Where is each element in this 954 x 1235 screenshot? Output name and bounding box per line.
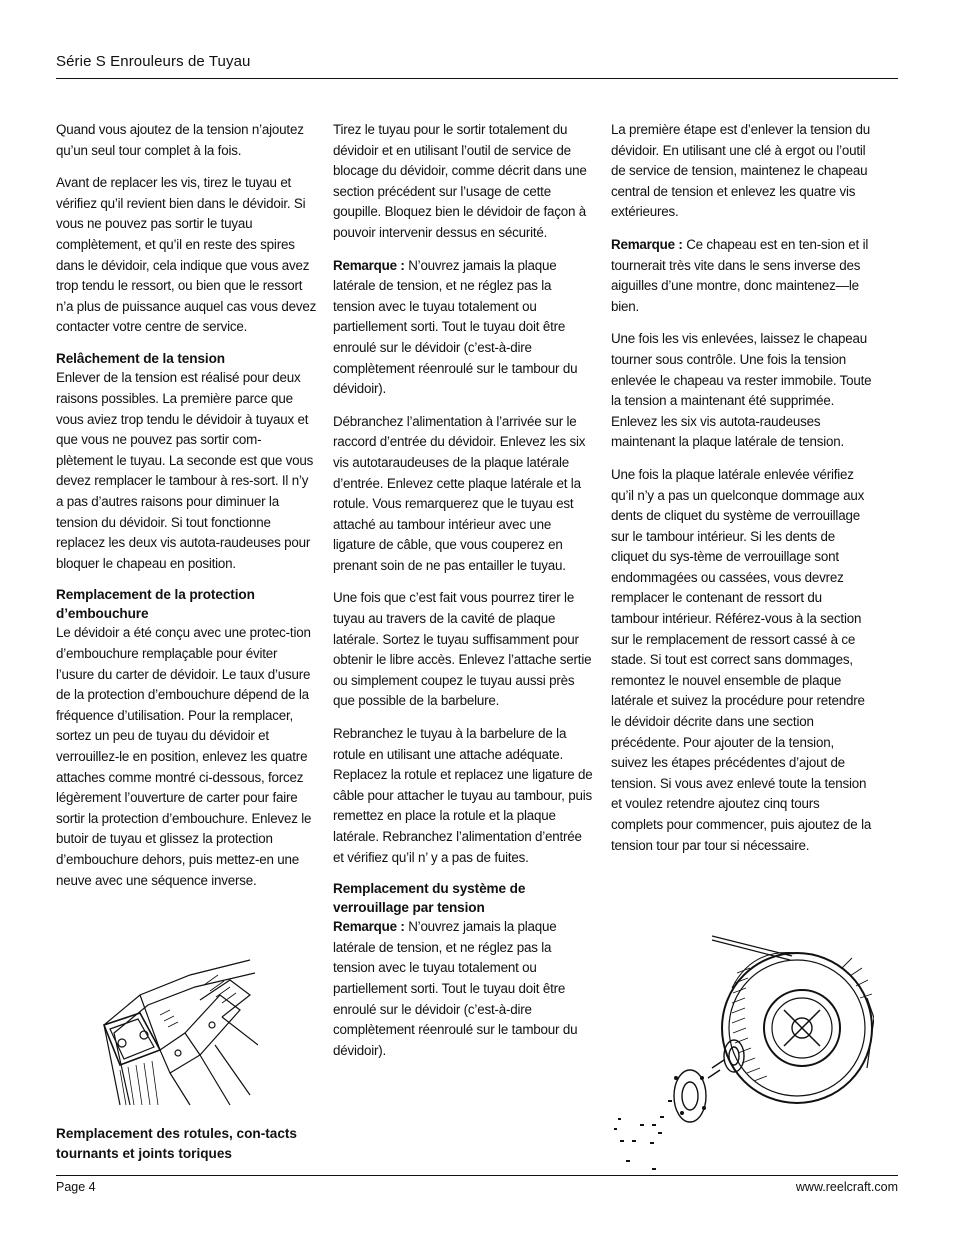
- paragraph: Tirez le tuyau pour le sortir totalement du dévidoir et en utilisant l’outil de service de blocage du dévidoir, comme décrit dans une section précédent sur l’usage de cette goupille. Bloquez bien le dévidoir de façon à pouvoir intervenir dessus en sécurité.: [333, 122, 587, 240]
- section-tension-release: [56, 350, 318, 574]
- column-3: [611, 120, 873, 868]
- remark-text: Ce chapeau est en ten-sion et il tournerait très vite dans le sens inverse des aiguilles d’une montre, donc maintenez—le bien.: [611, 236, 869, 314]
- paragraph: Rebranchez le tuyau à la barbelure de la rotule en utilisant une attache adéquate. Replacez la rotule et replacez une ligature de câble pour attacher le tuyau au tambour, puis remettez en place la rotule et la plaque latérale. Rebranchez l’alimentation d’entrée et vérifiez qu’il n’ y a pas de fuites.: [333, 726, 593, 865]
- section-lock-replacement: [333, 880, 595, 1061]
- remark-text: N’ouvrez jamais la plaque latérale de tension, et ne réglez pas la tension avec le tuyau totalement ou partiellement sorti. Tout le tuyau doit être enroulé sur le dévidoir (c’est-à-dire complètement réenroulé sur le tambour du dévidoir).: [333, 257, 578, 397]
- paragraph: Enlever de la tension est réalisé pour deux raisons possibles. La première parce que vous aviez trop tendu le dévidoir à tuyaux et que vous ne pouvez pas sortir com-plètement le tuyau. La seconde est que vous devez remplacer le tambour à res-sort. Il n’y a pas d’autres raisons pour diminuer la tension du dévidoir. Si tout fonctionne replacez les deux vis autota-raudeuses pour bloquer le chapeau en position.: [56, 370, 314, 571]
- section-heading: Remplacement du système de verrouillage par tension: [333, 881, 526, 915]
- remark-label: Remarque :: [333, 257, 405, 273]
- header-rule: [56, 78, 898, 79]
- page-header-title: Série S Enrouleurs de Tuyau: [56, 53, 251, 70]
- website-url[interactable]: www.reelcraft.com: [795, 1180, 898, 1194]
- remark-text: N’ouvrez jamais la plaque latérale de tension, et ne réglez pas la tension avec le tuyau totalement ou partiellement sorti. Tout le tuyau doit être enroulé sur le dévidoir (c’est-à-dire complètement réenroulé sur le tambour du dévidoir).: [333, 919, 578, 1058]
- footer-rule: [56, 1175, 898, 1176]
- section-heading-swivel: Remplacement des rotules, con-tacts tournants et joints toriques: [56, 1126, 297, 1161]
- section-heading: Remplacement de la protection d’embouchure: [56, 587, 255, 621]
- paragraph: Le dévidoir a été conçu avec une protec-tion d’embouchure remplaçable pour éviter l’usure du carter de dévidoir. Le taux d’usure de la protection d’embouchure dépend de la fréquence d’utilisation. Pour la remplacer, sortez un peu de tuyau du dévidoir et verrouillez-le en position, enlevez les quatre attaches comme montré ci-dessous, forcez légèrement l’ouverture de carter pour faire sortir la protection d’embouchure. Enlevez le butoir de tuyau et glissez la protection d’embouchure dehors, puis mettez-en une neuve avec une séquence inverse.: [56, 625, 312, 888]
- remark-paragraph: [333, 256, 595, 400]
- section-guard-replacement: [56, 586, 318, 891]
- remark-label: Remarque :: [611, 236, 683, 252]
- paragraph: Une fois la plaque latérale enlevée vérifiez qu’il n’y a pas un quelconque dommage aux dents de cliquet du système de verrouillage sur le tambour intérieur. Si les dents de cliquet du sys-tème de verrouillage sont endommagées ou cassées, vous devrez remplacer le contenant de ressort du tambour intérieur. Référez-vous à la section sur le remplacement de ressort cassé à ce stade. Si tout est correct sans dommages, remontez le nouvel ensemble de plaque latérale et suivez la procédure pour retendre le dévidoir décrite dans une section précédente. Pour ajouter de la tension, suivez les étapes précédentes d’ajout de tension. Si vous avez enlevé toute la tension et voulez retendre ajoutez cinq tours complets pour commencer, puis ajoutez de la tension tour par tour si nécessaire.: [611, 466, 872, 853]
- paragraph: La première étape est d’enlever la tension du dévidoir. En utilisant une clé à ergot ou l’outil de service de tension, maintenez le chapeau central de tension et enlevez les quatre vis extérieures.: [611, 122, 870, 220]
- remark-paragraph: [333, 917, 595, 1061]
- page-number: Page 4: [56, 1180, 96, 1194]
- column-1: [56, 120, 318, 903]
- section-heading: Relâchement de la tension: [56, 350, 225, 366]
- paragraph: Débranchez l’alimentation à l’arrivée sur le raccord d’entrée du dévidoir. Enlevez les six vis autotaraudeuses de la plaque latérale d’entrée. Enlevez cette plaque latérale et la rotule. Vous remarquerez que le tuyau est attaché au tambour intérieur avec une ligature de câble, que vous couperez en prenant soin de ne pas entailler le tuyau.: [333, 413, 586, 573]
- exploded-reel-illustration: [612, 928, 874, 1176]
- paragraph: Une fois les vis enlevées, laissez le chapeau tourner sous contrôle. Une fois la tension enlevée le chapeau va rester immobile. Toute la tension a maintenant été supprimée. Enlevez les six vis autota-raudeuses maintenant la plaque latérale de tension.: [611, 331, 872, 450]
- guard-illustration: [100, 955, 258, 1120]
- column-2: [333, 120, 595, 1073]
- remark-paragraph: [611, 235, 873, 317]
- remark-label: Remarque :: [333, 919, 405, 935]
- paragraph: Avant de replacer les vis, tirez le tuyau et vérifiez qu’il revient bien dans le dévidoir. Si vous ne pouvez pas sortir le tuyau complètement, et qu’il en reste des spires dans le dévidoir, cela indique que vous avez trop tendu le ressort, ou bien que le ressort n’a plus de puissance auquel cas vous devez contacter votre centre de service.: [56, 175, 317, 335]
- paragraph: Une fois que c’est fait vous pourrez tirer le tuyau au travers de la cavité de plaque latérale. Sortez le tuyau suffisamment pour obtenir le libre accès. Enlevez l’attache sertie ou simplement coupez le tuyau aussi près que possible de la barbelure.: [333, 590, 592, 709]
- paragraph: Quand vous ajoutez de la tension n’ajoutez qu’un seul tour complet à la fois.: [56, 122, 304, 158]
